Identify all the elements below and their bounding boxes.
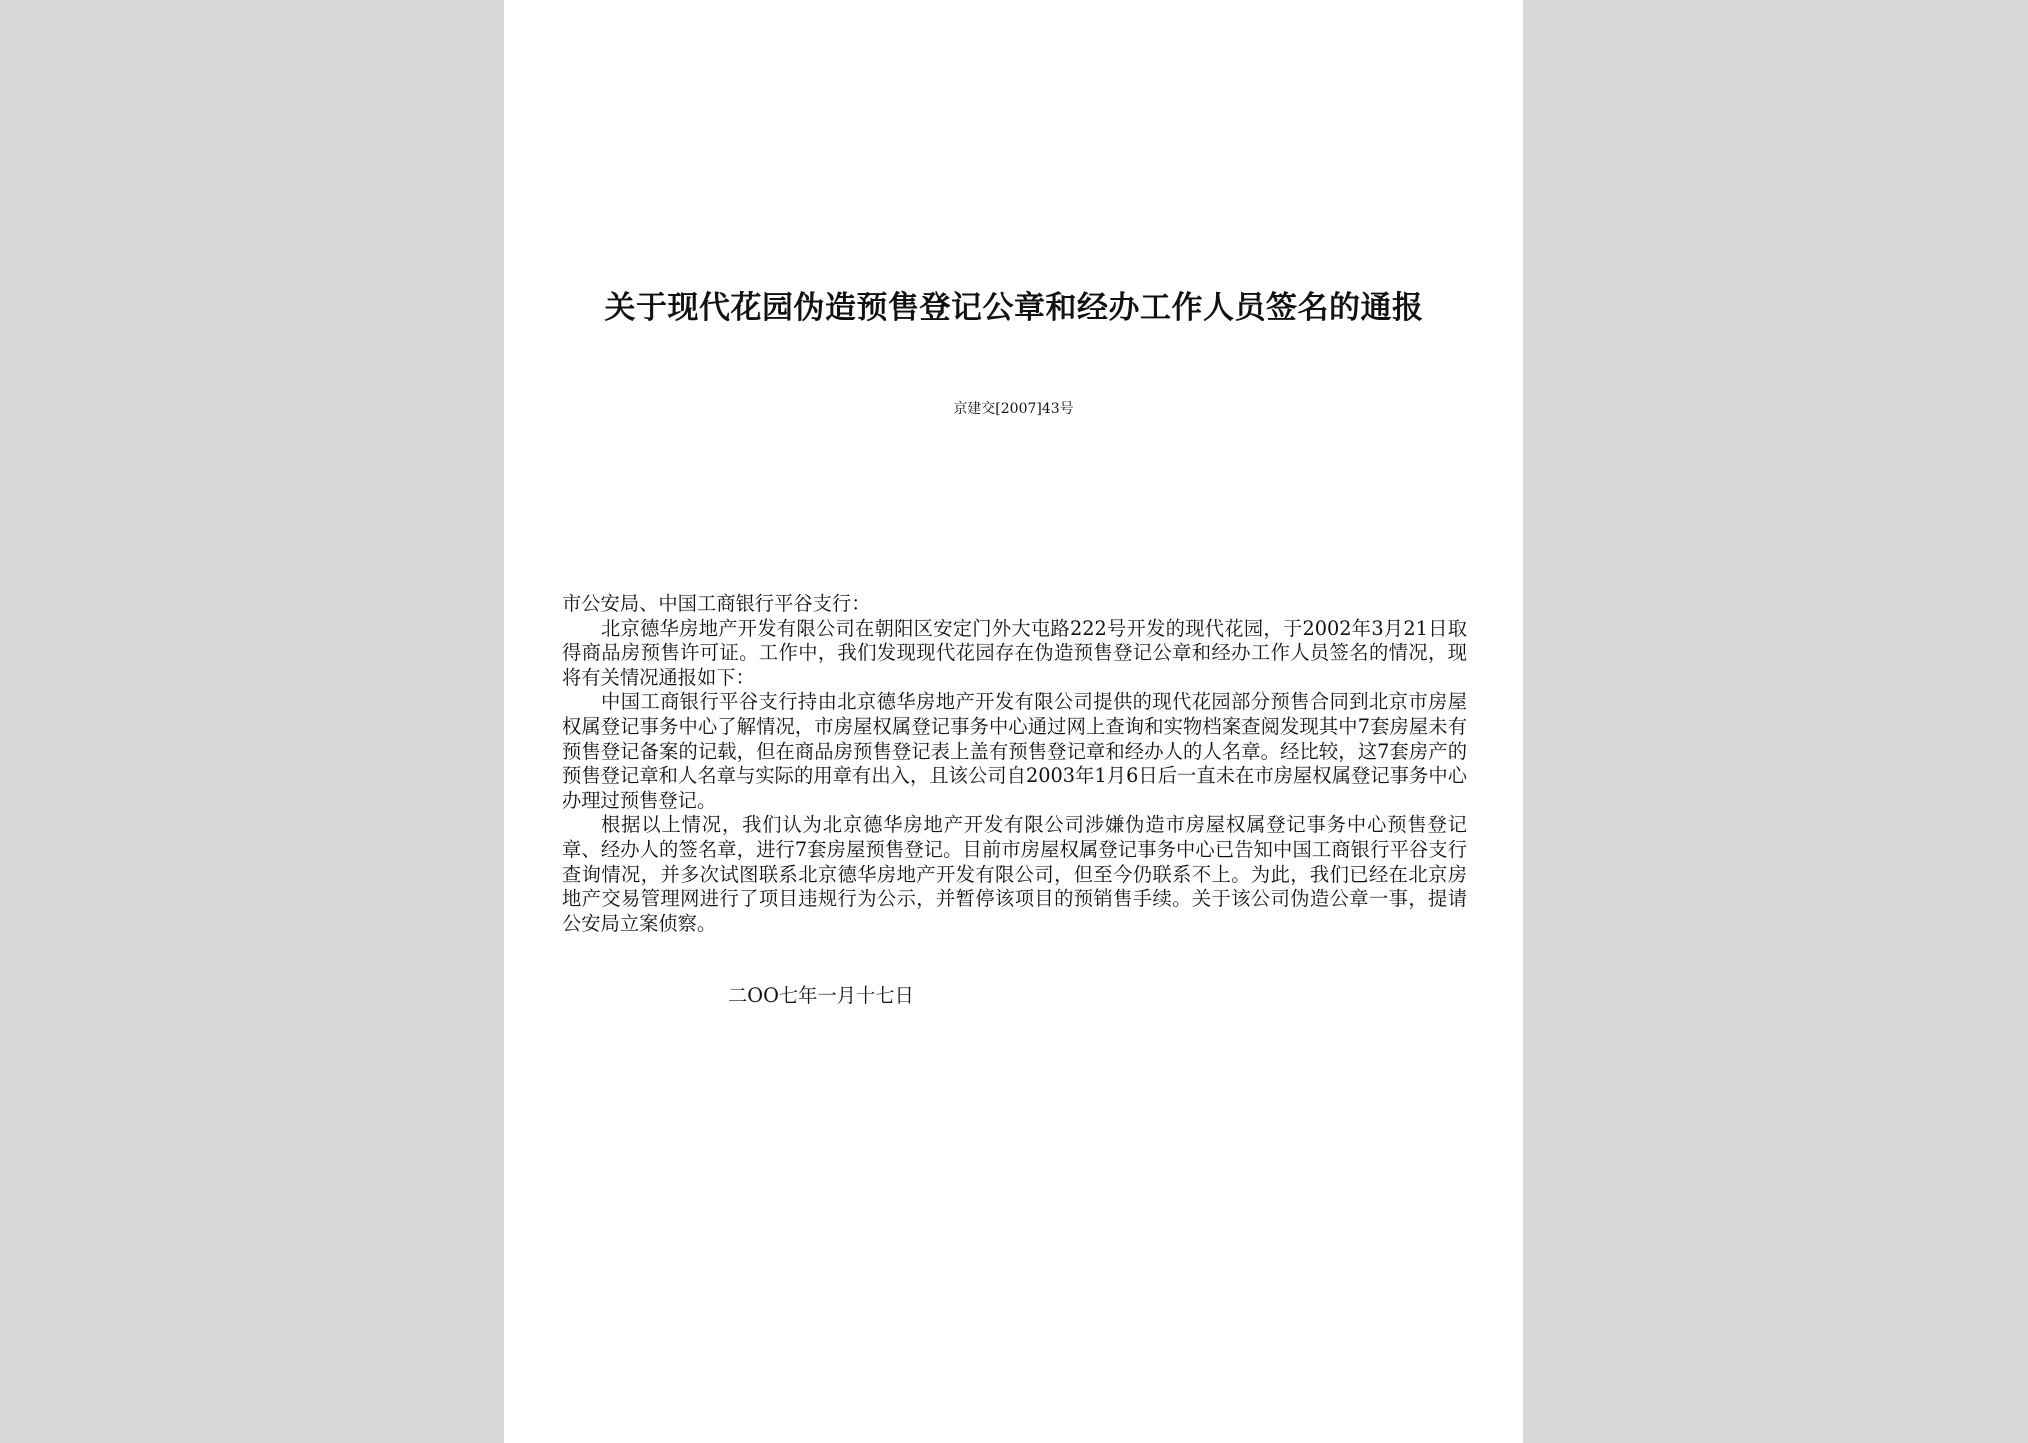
salutation: 市公安局、中国工商银行平谷支行： [562, 592, 871, 615]
document-date: 二OO七年一月十七日 [728, 984, 914, 1007]
document-number: 京建交[2007]43号 [953, 401, 1074, 417]
paragraph-3: 根据以上情况，我们认为北京德华房地产开发有限公司涉嫌伪造市房屋权属登记事务中心预售登记章、经办人的签名章，进行7套房屋预售登记。目前市房屋权属登记事务中心已告知中国工商银行平谷支行查询情况，并多次试图联系北京德华房地产开发有限公司，但至今仍联系不上。为此，我们已经在北京房地产交易管理网进行了项目违规行为公示，并暂停该项目的预销售手续。关于该公司伪造公章一事，提请公安局立案侦察。 [562, 813, 1467, 935]
document-title: 关于现代花园伪造预售登记公章和经办工作人员签名的通报 [604, 290, 1424, 326]
document-page [504, 0, 1523, 1443]
document-body [562, 592, 1467, 936]
paragraph-1: 北京德华房地产开发有限公司在朝阳区安定门外大屯路222号开发的现代花园，于2002年3月21日取得商品房预售许可证。工作中，我们发现现代花园存在伪造预售登记公章和经办工作人员签名的情况，现将有关情况通报如下： [562, 616, 1467, 689]
paragraph-2: 中国工商银行平谷支行持由北京德华房地产开发有限公司提供的现代花园部分预售合同到北京市房屋权属登记事务中心了解情况，市房屋权属登记事务中心通过网上查询和实物档案查阅发现其中7套房屋未有预售登记备案的记载，但在商品房预售登记表上盖有预售登记章和经办人的人名章。经比较，这7套房产的预售登记章和人名章与实际的用章有出入，且该公司自2003年1月6日后一直未在市房屋权属登记事务中心办理过预售登记。 [562, 690, 1467, 812]
